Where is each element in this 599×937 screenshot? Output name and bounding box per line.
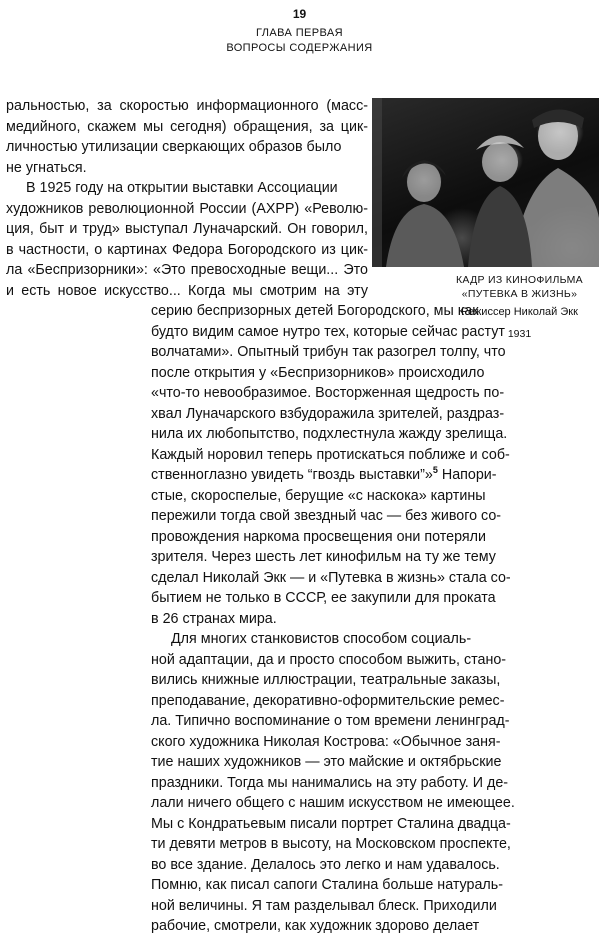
text-line: будто видим самое нутро тех, которые сейчас растут: [151, 323, 505, 340]
text-line: и есть новое искусство... Когда мы смотрим на эту: [6, 282, 368, 299]
text-line: стые, скороспелые, берущие «с наскока» картины: [151, 487, 486, 504]
text-fragment: ственноглазно увидеть “гвоздь выставки”»: [151, 467, 433, 483]
text-line: лали ничего общего с нашим искусством не имеющее.: [151, 795, 515, 811]
text-line: «что-то невообразимое. Восторженная щедрость по-: [151, 385, 505, 401]
chapter-label: ГЛАВА ПЕРВАЯ: [256, 27, 343, 39]
figure-caption-film: «ПУТЕВКА В ЖИЗНЬ»: [461, 288, 578, 300]
text-fragment: Напори-: [437, 467, 497, 483]
figure-caption-director: Режиссер Николай Экк: [461, 306, 578, 318]
text-line: нила их любопытство, подхлестнула жажду зрелища.: [151, 426, 508, 442]
text-line: ского художника Николая Кострова: «Обычное заня-: [151, 733, 501, 750]
text-line: [0, 629, 599, 650]
text-line: волчатами». Опытный трибун так разогрел толпу, что: [151, 344, 506, 360]
text-line: ла «Беспризорники»: «Это превосходные вещи... Это: [6, 262, 368, 278]
text-line: личностью утилизации сверкающих образов было: [6, 139, 342, 155]
text-line: хвал Луначарского взбудоражила зрителей, раздраз-: [151, 405, 505, 422]
page-number: 19: [292, 7, 307, 21]
text-line: в 26 странах мира.: [151, 610, 277, 627]
text-line: в частности, о картинах Федора Богородского из цик-: [6, 241, 368, 258]
text-line: [0, 465, 599, 486]
text-line: Каждый норовил теперь протискаться поближе и соб-: [151, 446, 510, 463]
text-line: пережили тогда свой звездный час — без живого со-: [151, 508, 502, 524]
text-line: после открытия у «Беспризорников» происходило: [151, 364, 485, 381]
figure-caption-title: КАДР ИЗ КИНОФИЛЬМА: [456, 274, 583, 286]
text-line: [0, 178, 599, 199]
chapter-title: ВОПРОСЫ СОДЕРЖАНИЯ: [226, 42, 373, 54]
text-line: не угнаться.: [6, 159, 87, 176]
text-line: во все здание. Делалось это легко и нам удавалось.: [151, 856, 500, 873]
text-line: художников революционной России (АХРР) «Револю-: [6, 200, 368, 217]
text-line: провождения наркома просвещения они потеряли: [151, 528, 486, 545]
text-line: Мы с Кондратьевым писали портрет Сталина двадца-: [151, 815, 511, 832]
text-line: тие наших художников — это майские и октябрьские: [151, 754, 502, 770]
footnote-mark: 5: [432, 465, 438, 476]
paragraph-start: В 1925 году на открытии выставки Ассоциации: [26, 180, 338, 196]
text-line: серию беспризорных детей Богородского, мы как: [151, 303, 479, 319]
figure-caption-year: 1931: [507, 328, 532, 340]
text-line: рабочие, смотрели, как художник здорово делает: [151, 918, 480, 934]
text-line: ла. Типично воспоминание о том времени ленинград-: [151, 713, 510, 729]
text-line: вились книжные иллюстрации, театральные заказы,: [151, 672, 501, 688]
text-line: Помню, как писал сапоги Сталина больше натураль-: [151, 877, 503, 893]
body-text: [0, 96, 599, 937]
text-line: ной адаптации, да и просто способом выжить, стано-: [151, 651, 507, 668]
paragraph-start: Для многих станковистов способом социаль-: [171, 631, 472, 647]
text-line: ной величины. Я там разделывал блеск. Приходили: [151, 897, 497, 914]
text-line: зрителя. Через шесть лет кинофильм на ту же тему: [151, 549, 496, 565]
text-line: праздники. Тогда мы нанимались на эту работу. И де-: [151, 774, 509, 791]
text-line: ция, быт и труд» выступал Луначарский. Он говорил,: [6, 221, 368, 237]
text-line: ти девяти метров в высоту, на Московском проспекте,: [151, 836, 511, 852]
text-line: сделал Николай Экк — и «Путевка в жизнь» стала со-: [151, 569, 511, 586]
text-line: ральностью, за скоростью информационного (масс-: [6, 98, 368, 114]
text-line: преподавание, декоративно-оформительские ремес-: [151, 692, 505, 709]
text-line: бытием не только в СССР, ее закупили для проката: [151, 590, 496, 606]
text-line: медийного, скажем мы сегодня) обращения, за цик-: [6, 118, 368, 135]
